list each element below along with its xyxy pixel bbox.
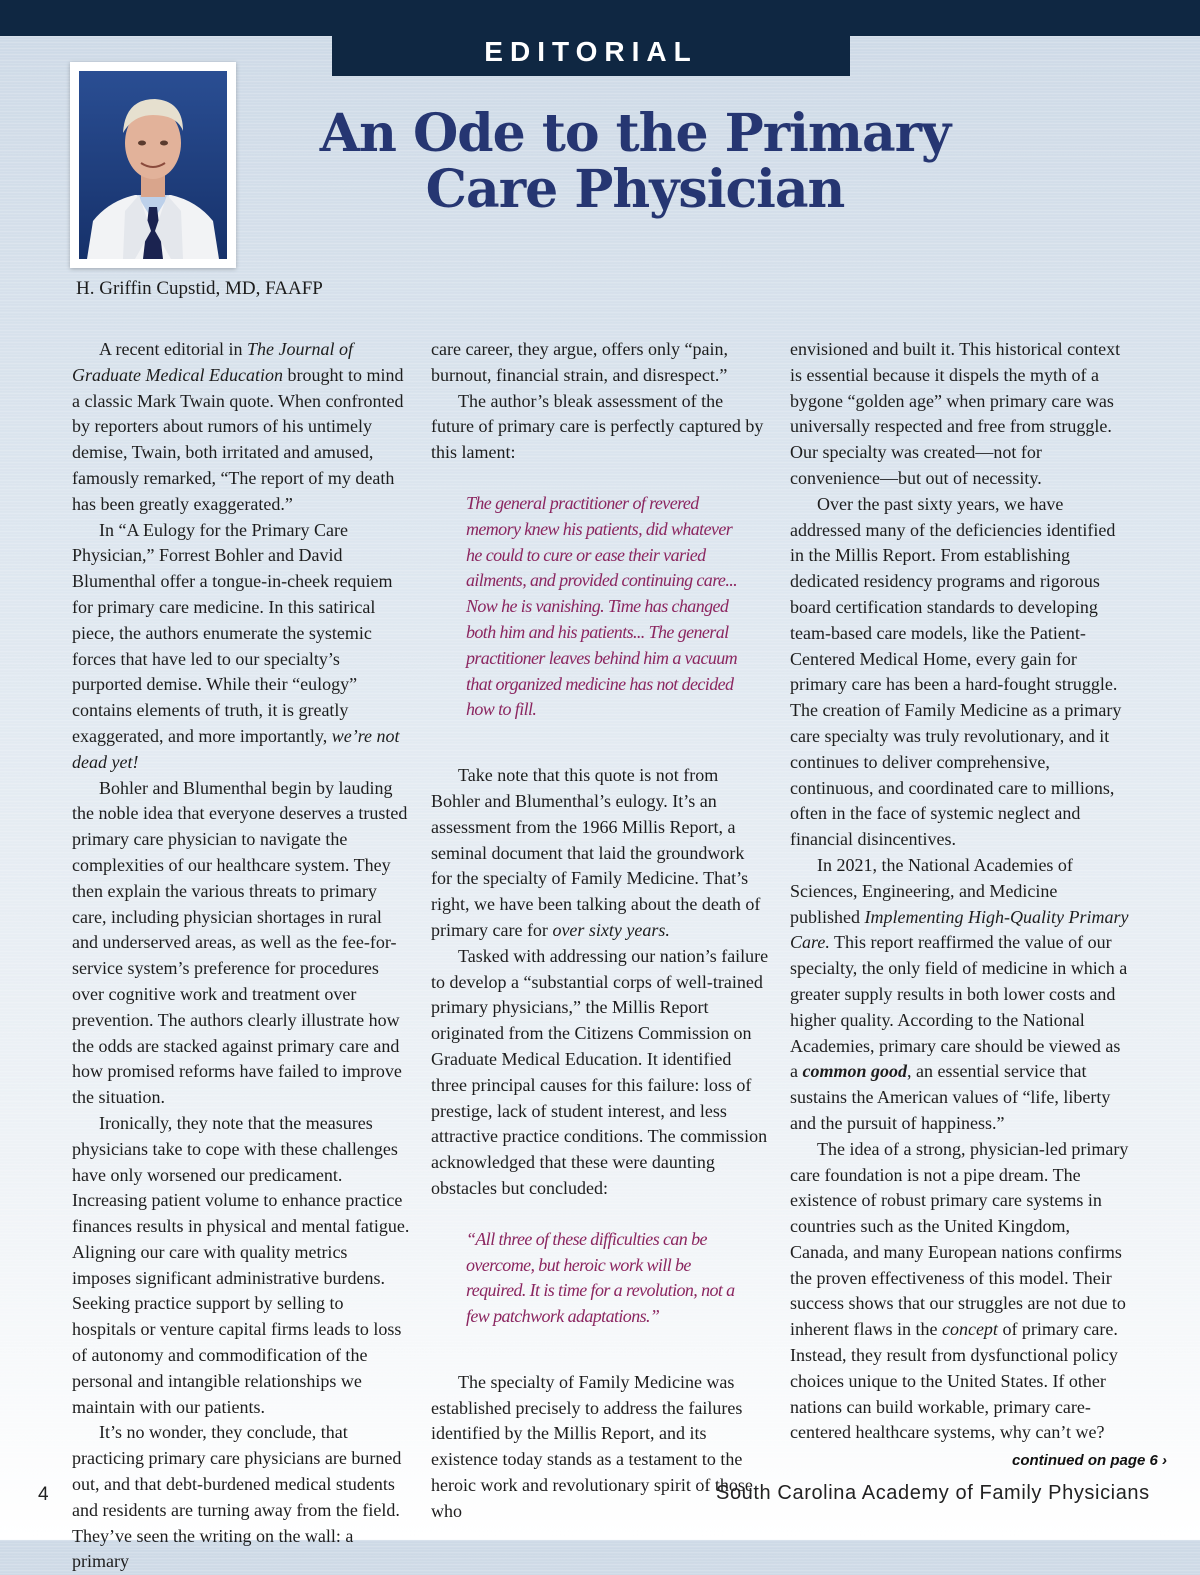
text-run: of primary care. Instead, they result from dysfunctional policy choices unique to the United States. If other nations can build workable, primary care-centered healthcare systems, why can’t we? xyxy=(790,1319,1118,1443)
title-line-1: An Ode to the Primary xyxy=(319,103,951,164)
article-column-2 xyxy=(431,337,769,1521)
paragraph: It’s no wonder, they conclude, that practicing primary care physicians are burned out, and that debt-burdened medical students and residents are turning away from the field. They’ve seen the writing on the wall: a primary xyxy=(72,1422,402,1572)
emphasis: over sixty years. xyxy=(552,919,670,940)
text-run: In “A Eulogy for the Primary Care Physician,” Forrest Bohler and David Blumenthal offer a tongue-in-cheek requiem for primary care medicine. In this satirical piece, the authors enumerate the systemic forces that have led to our specialty’s purported demise. While their “eulogy” contains elements of truth, it is greatly exaggerated, and more importantly, xyxy=(72,519,393,746)
paragraph xyxy=(431,763,769,944)
paragraph xyxy=(790,853,1130,1137)
text-run: Take note that this quote is not from Bohler and Blumenthal’s eulogy. It’s an assessment from the 1966 Millis Report, a seminal document that laid the groundwork for the specialty of Family Medicine. That’s right, we have been talking about the death of primary care for xyxy=(431,765,761,940)
paragraph: care career, they argue, offers only “pain, burnout, financial strain, and disrespect.” xyxy=(431,339,728,385)
pull-quote-millis: The general practitioner of revered memory knew his patients, did whatever he could to cure or ease their varied ailments, and provided continuing care... Now he is vanishing. Time has changed both him and his patients... The general practitioner leaves behind him a vacuum that organized medicine has not decided how to fill. xyxy=(466,492,738,720)
continued-link[interactable]: continued on page 6 › xyxy=(1012,1452,1168,1469)
paragraph: Bohler and Blumenthal begin by lauding the noble idea that everyone deserves a trusted primary care physician to navigate the complexities of our healthcare system. They then explain the various threats to primary care, including physician shortages in rural and underserved areas, as well as the fee-for-service system’s preference for procedures over cognitive work and treatment over prevention. The authors clearly illustrate how the odds are stacked against primary care and how promised reforms have failed to improve the situation. xyxy=(72,777,408,1108)
text-run: A recent editorial in xyxy=(99,339,247,359)
text-run: This report reaffirmed the value of our specialty, the only field of medicine in which a greater supply results in both lower costs and higher quality. According to the National Academies, primary care should be viewed as a xyxy=(790,932,1128,1082)
paragraph: Tasked with addressing our nation’s failure to develop a “substantial corps of well-trained primary physicians,” the Millis Report originated from the Citizens Commission on Graduate Medical Education. It identified three principal causes for this failure: loss of prestige, lack of student interest, and less attractive practice conditions. The commission acknowledged that these were daunting obstacles but concluded: xyxy=(431,945,769,1198)
author-name: H. Griffin Cupstid, MD, FAAFP xyxy=(76,278,323,299)
text-run: brought to mind a classic Mark Twain quote. When confronted by reporters about rumors of his untimely demise, Twain, both irritated and amused, famously remarked, “The report of my death has been greatly exaggerated.” xyxy=(72,364,404,514)
author-photo-frame xyxy=(70,62,236,268)
page-number: 4 xyxy=(38,1484,49,1505)
article-title xyxy=(290,103,980,220)
publication-name: South Carolina Academy of Family Physicians xyxy=(716,1482,1150,1504)
paragraph xyxy=(72,518,410,776)
text-run: The idea of a strong, physician-led primary care foundation is not a pipe dream. The existence of robust primary care systems in countries such as the United Kingdom, Canada, and many European nations confirms the proven effectiveness of this model. Their success shows that our struggles are not due to inherent flaws in the xyxy=(790,1138,1129,1340)
text-run: , an essential service that sustains the American values of “life, liberty and the pursuit of happiness.” xyxy=(790,1061,1111,1133)
paragraph: Over the past sixty years, we have addressed many of the deficiencies identified in the Millis Report. From establishing dedicated residency programs and rigorous board certification standards to developing team-based care models, like the Patient-Centered Medical Home, every gain for primary care has been a hard-fought struggle. The creation of Family Medicine as a primary care specialty was truly revolutionary, and it continues to deliver comprehensive, continuous, and coordinated care to millions, often in the face of systemic neglect and financial disincentives. xyxy=(790,493,1122,850)
title-line-2: Care Physician xyxy=(425,159,845,220)
article-column-3 xyxy=(790,337,1130,1477)
pull-quote-commission: “All three of these difficulties can be overcome, but heroic work will be required. It is time for a revolution, not a few patchwork adaptations.” xyxy=(466,1228,735,1327)
section-banner: EDITORIAL xyxy=(332,28,850,76)
paragraph: The specialty of Family Medicine was established precisely to address the failures identified by the Millis Report, and its existence today stands as a testament to the heroic work and revolutionary spirit of those who xyxy=(431,1371,753,1521)
paragraph: The author’s bleak assessment of the future of primary care is perfectly captured by this lament: xyxy=(431,390,764,463)
paragraph xyxy=(790,1137,1130,1447)
paragraph xyxy=(72,337,410,518)
author-portrait-icon xyxy=(79,71,227,259)
text-run: In 2021, the National Academies of Sciences, Engineering, and Medicine published xyxy=(790,854,1073,927)
article-column-1 xyxy=(72,337,410,1572)
journal-title: The Journal of Graduate Medical Education xyxy=(72,339,353,385)
paragraph: envisioned and built it. This historical context is essential because it dispels the myth of a bygone “golden age” when primary care was universally respected and free from struggle. Our specialty was created—not for convenience—but out of necessity. xyxy=(790,339,1121,488)
report-title: Implementing High-Quality Primary Care. xyxy=(790,906,1129,953)
paragraph: Ironically, they note that the measures physicians take to cope with these challenges have only worsened our predicament. Increasing patient volume to enhance practice finances results in physical and mental fatigue. Aligning our care with quality metrics imposes significant administrative burdens. Seeking practice support by selling to hospitals or venture capital firms leads to loss of autonomy and commodification of the personal and intangible relationships we maintain with our patients. xyxy=(72,1112,410,1417)
emphasis: we’re not dead yet! xyxy=(72,725,400,772)
emphasis: concept xyxy=(941,1319,998,1340)
emphasis-strong: common good xyxy=(802,1061,908,1082)
